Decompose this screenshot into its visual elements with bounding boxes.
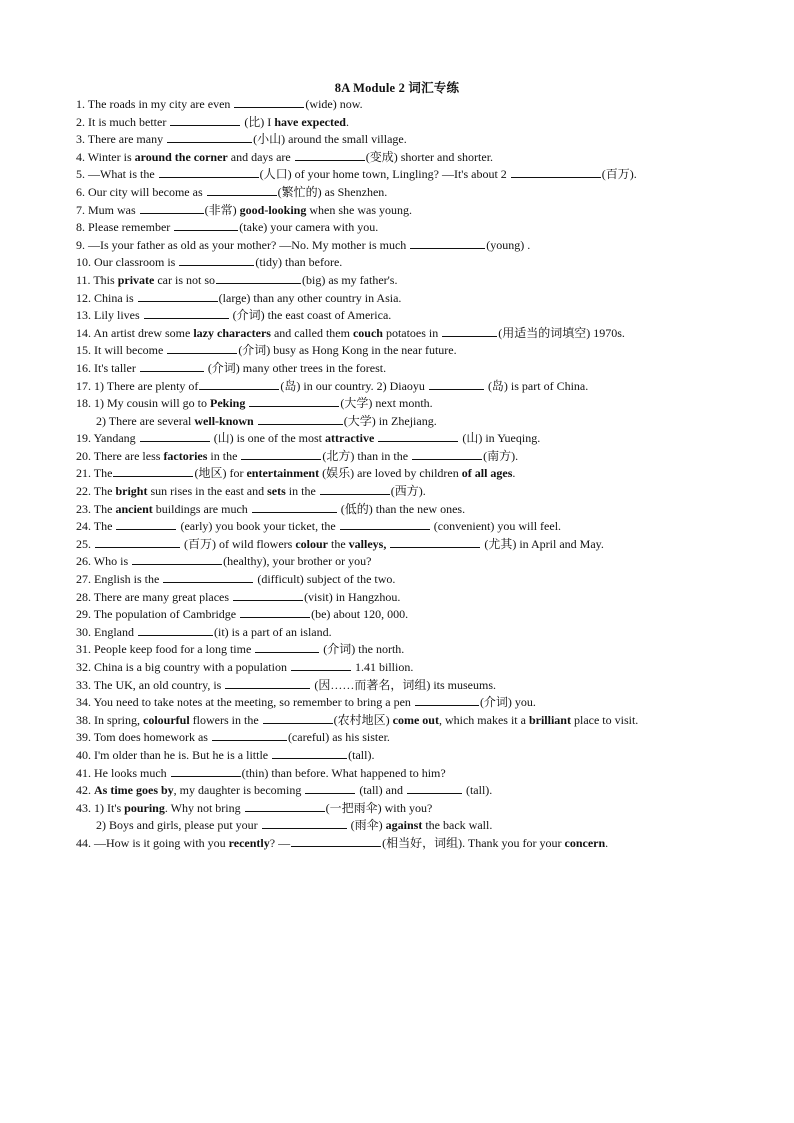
- item-text: 1.41 billion.: [351, 660, 414, 674]
- answer-blank[interactable]: [179, 253, 254, 266]
- answer-blank[interactable]: [159, 165, 259, 178]
- item-text: (山) is one of the most: [210, 431, 326, 446]
- item-text: (visit) in Hangzhou.: [304, 589, 401, 604]
- item-text: English is the: [94, 572, 163, 587]
- item-number: 32.: [76, 660, 94, 674]
- item-number: 38.: [76, 712, 94, 727]
- item-text: (百万).: [601, 167, 637, 182]
- key-phrase: Peking: [210, 396, 246, 411]
- item-number: 14.: [76, 325, 94, 340]
- exercise-item: [76, 183, 776, 201]
- item-text: People keep food for a long time: [94, 642, 255, 657]
- item-number: 17.: [76, 378, 94, 393]
- answer-blank[interactable]: [249, 394, 339, 407]
- item-number: 15.: [76, 343, 94, 358]
- item-text: (介词) the north.: [320, 642, 405, 657]
- exercise-item: [76, 552, 776, 570]
- item-number: 7.: [76, 202, 88, 217]
- item-text: He looks much: [94, 765, 170, 780]
- item-text: An artist drew some: [93, 325, 194, 340]
- item-text: (地区) for: [194, 466, 247, 481]
- key-phrase: lazy characters: [193, 325, 271, 340]
- item-text: (thin) than before. What happened to him?: [241, 765, 446, 780]
- key-phrase: sets: [267, 484, 286, 499]
- item-text: 1) There are plenty of: [94, 378, 199, 393]
- item-text: .: [345, 114, 349, 129]
- key-phrase: come out: [392, 712, 439, 727]
- item-text: when she was young.: [306, 202, 413, 217]
- item-text: (雨伞): [347, 818, 386, 833]
- answer-blank[interactable]: [234, 95, 304, 108]
- answer-blank[interactable]: [305, 781, 355, 794]
- key-phrase: attractive: [325, 431, 375, 446]
- item-text: —How is it going with you: [94, 835, 229, 850]
- exercise-item: [76, 658, 776, 676]
- item-text: car is not so: [154, 272, 215, 287]
- item-text: Our city will become as: [88, 184, 206, 199]
- item-text: buildings are much: [152, 501, 251, 516]
- item-number: 34.: [76, 695, 94, 710]
- answer-blank[interactable]: [407, 781, 462, 794]
- exercise-item: [76, 588, 776, 606]
- item-text: There are many: [87, 132, 167, 147]
- exercise-item: [76, 341, 776, 359]
- item-text: (变成) shorter and shorter.: [365, 149, 494, 164]
- item-number: 19.: [76, 431, 94, 446]
- key-phrase: entertainment: [246, 466, 320, 481]
- item-text: The: [93, 484, 116, 499]
- exercise-item: [76, 394, 776, 412]
- item-text: (early) you book your ticket, the: [177, 519, 339, 534]
- key-phrase: well-known: [194, 413, 254, 428]
- key-phrase: of all ages: [461, 466, 513, 481]
- item-text: (农村地区): [333, 712, 393, 727]
- item-text: Mum was: [88, 202, 139, 217]
- item-number: 2.: [76, 114, 88, 129]
- answer-blank[interactable]: [138, 623, 213, 636]
- item-text: The roads in my city are even: [87, 97, 234, 111]
- item-text: (小山) around the small village.: [253, 132, 407, 147]
- item-number: 21.: [76, 466, 94, 481]
- item-text: (careful) as his sister.: [287, 730, 390, 745]
- item-number: 11.: [76, 272, 94, 287]
- item-number: 40.: [76, 747, 94, 762]
- item-text: (西方).: [390, 484, 426, 499]
- item-text: 1) It's: [94, 800, 125, 815]
- item-text: (介词) many other trees in the forest.: [204, 360, 387, 375]
- exercise-item: [76, 746, 776, 764]
- item-text: Lily lives: [94, 308, 143, 323]
- item-text: 1) My cousin will go to: [94, 396, 210, 411]
- item-number: 44.: [76, 835, 94, 850]
- exercise-item: [76, 535, 776, 553]
- item-text: (difficult) subject of the two.: [254, 572, 396, 587]
- exercise-item: [76, 728, 776, 746]
- item-text: (百万) of wild flowers: [181, 536, 296, 551]
- exercise-list: [76, 95, 776, 852]
- key-phrase: brilliant: [528, 712, 571, 727]
- exercise-item: [76, 676, 776, 694]
- answer-blank[interactable]: [140, 201, 204, 214]
- item-text: 2) There are several: [96, 413, 195, 428]
- item-text: (繁忙的) as Shenzhen.: [277, 184, 388, 199]
- item-text: Our classroom is: [94, 255, 179, 270]
- item-text: (large) than any other country in Asia.: [218, 290, 402, 305]
- item-number: 5.: [76, 167, 88, 182]
- answer-blank[interactable]: [295, 148, 365, 161]
- item-number: 43.: [76, 800, 94, 815]
- item-text: (因……而著名，词组) its museums.: [311, 677, 496, 692]
- item-number: 39.: [76, 730, 94, 745]
- item-number: 10.: [76, 255, 94, 270]
- item-text: China is a big country with a population: [94, 660, 290, 674]
- exercise-item: [76, 500, 776, 518]
- item-text: (岛) is part of China.: [484, 378, 589, 393]
- key-phrase: against: [385, 818, 423, 833]
- answer-blank[interactable]: [410, 236, 485, 249]
- item-text: The: [93, 519, 116, 534]
- answer-blank[interactable]: [199, 377, 279, 390]
- item-text: in the: [207, 448, 241, 463]
- exercise-item: [76, 640, 776, 658]
- item-text: In spring,: [94, 712, 143, 727]
- item-text: (非常): [204, 202, 240, 217]
- worksheet-title: 8A Module 2 词汇专练: [334, 81, 460, 95]
- item-number: 16.: [76, 360, 94, 375]
- key-phrase: valleys,: [348, 536, 387, 551]
- item-text: (tall) and: [356, 783, 406, 798]
- item-text: (尤其) in April and May.: [481, 536, 604, 551]
- answer-blank[interactable]: [258, 412, 343, 425]
- item-text: , which makes it a: [438, 712, 529, 727]
- exercise-item: [76, 236, 776, 254]
- item-number: 1.: [76, 97, 88, 111]
- item-text: The: [93, 501, 116, 516]
- item-text: (convenient) you will feel.: [430, 519, 562, 534]
- item-text: [386, 537, 389, 551]
- item-text: (take) your camera with you.: [239, 220, 379, 235]
- item-text: (大学) in Zhejiang.: [343, 413, 437, 428]
- item-number: 25.: [76, 536, 94, 551]
- item-number: 13.: [76, 308, 94, 323]
- answer-blank[interactable]: [95, 535, 180, 548]
- item-text: , my daughter is becoming: [173, 783, 305, 798]
- item-text: the back wall.: [422, 818, 493, 833]
- item-text: —Is your father as old as your mother? —No. My mother is much: [88, 237, 410, 252]
- item-text: Tom does homework as: [93, 730, 211, 745]
- exercise-item: [76, 517, 776, 535]
- answer-blank[interactable]: [241, 447, 321, 460]
- exercise-item: [76, 570, 776, 588]
- exercise-item: [76, 113, 776, 131]
- exercise-item: [76, 201, 776, 219]
- item-number: 24.: [76, 519, 94, 534]
- answer-blank[interactable]: [390, 535, 480, 548]
- item-text: [374, 431, 377, 445]
- item-number: 9.: [76, 237, 88, 252]
- item-text: (tall).: [462, 783, 493, 798]
- answer-blank[interactable]: [240, 605, 310, 618]
- item-number: 29.: [76, 607, 94, 622]
- answer-blank[interactable]: [140, 429, 210, 442]
- exercise-item: [76, 218, 776, 236]
- item-text: —What is the: [88, 167, 158, 182]
- exercise-item: [76, 429, 776, 447]
- exercise-item: [76, 148, 776, 166]
- item-text: The: [93, 466, 113, 481]
- exercise-item: [76, 412, 776, 430]
- item-text: It is much better: [88, 114, 170, 129]
- item-text: Yandang: [93, 431, 139, 446]
- answer-blank[interactable]: [378, 429, 458, 442]
- item-text: (用适当的词填空) 1970s.: [498, 325, 625, 340]
- item-text: Winter is: [87, 149, 135, 164]
- exercise-item: [76, 95, 776, 113]
- answer-blank[interactable]: [207, 183, 277, 196]
- item-text: 2) Boys and girls, please put your: [96, 818, 261, 833]
- key-phrase: factories: [163, 448, 208, 463]
- answer-blank[interactable]: [212, 728, 287, 741]
- item-number: 6.: [76, 184, 88, 199]
- item-text: (南方).: [483, 448, 519, 463]
- key-phrase: private: [117, 272, 155, 287]
- answer-blank[interactable]: [320, 482, 390, 495]
- item-text: [254, 414, 257, 428]
- answer-blank[interactable]: [116, 517, 176, 530]
- exercise-item: [76, 764, 776, 782]
- item-text: potatoes in: [382, 325, 442, 340]
- answer-blank[interactable]: [144, 306, 229, 319]
- answer-blank[interactable]: [163, 570, 253, 583]
- key-phrase: concern: [564, 835, 606, 850]
- item-text: (介词) you.: [479, 695, 536, 710]
- item-number: 4.: [76, 149, 88, 164]
- answer-blank[interactable]: [216, 271, 301, 284]
- item-number: 42.: [76, 783, 94, 798]
- answer-blank[interactable]: [291, 834, 381, 847]
- exercise-item: [76, 816, 776, 834]
- item-text: Who is: [93, 554, 132, 569]
- item-text: in the: [285, 484, 319, 499]
- item-number: 12.: [76, 290, 94, 305]
- exercise-item: [76, 271, 776, 289]
- answer-blank[interactable]: [272, 746, 347, 759]
- item-number: 20.: [76, 448, 94, 463]
- answer-blank[interactable]: [167, 130, 252, 143]
- item-number: 30.: [76, 624, 94, 639]
- item-text: (北方) than in the: [322, 448, 412, 463]
- item-text: (young): [486, 237, 525, 252]
- exercise-item: [76, 359, 776, 377]
- exercise-item: [76, 623, 776, 641]
- answer-blank[interactable]: [132, 552, 222, 565]
- key-phrase: ancient: [115, 501, 153, 516]
- item-text: (娱乐) are loved by children: [319, 466, 462, 481]
- item-text: (big) as my father's.: [302, 272, 398, 287]
- answer-blank[interactable]: [225, 676, 310, 689]
- exercise-item: [76, 482, 776, 500]
- answer-blank[interactable]: [412, 447, 482, 460]
- answer-blank[interactable]: [245, 799, 325, 812]
- answer-blank[interactable]: [340, 517, 430, 530]
- answer-blank[interactable]: [442, 324, 497, 337]
- item-text: The population of Cambridge: [93, 607, 240, 622]
- answer-blank[interactable]: [140, 359, 204, 372]
- item-number: 26.: [76, 554, 94, 569]
- item-text: .: [524, 237, 531, 252]
- item-text: (岛) in our country. 2) Diaoyu: [280, 378, 428, 393]
- item-text: (人口) of your home town, Lingling? —It's about 2: [259, 167, 510, 182]
- item-number: 27.: [76, 572, 94, 587]
- exercise-item: [76, 464, 776, 482]
- item-text: (山) in Yueqing.: [459, 431, 541, 446]
- item-text: [245, 396, 248, 410]
- exercise-item: [76, 834, 776, 852]
- item-number: 22.: [76, 484, 94, 499]
- item-text: I'm older than he is. But he is a little: [94, 747, 272, 762]
- answer-blank[interactable]: [170, 113, 240, 126]
- item-text: There are less: [93, 448, 164, 463]
- key-phrase: couch: [352, 325, 383, 340]
- item-number: 3.: [76, 132, 88, 147]
- answer-blank[interactable]: [263, 711, 333, 724]
- key-phrase: have expected: [274, 114, 346, 129]
- item-text: .: [605, 835, 609, 850]
- item-text: and called them: [270, 325, 353, 340]
- answer-blank[interactable]: [167, 341, 237, 354]
- item-text: (wide) now.: [305, 97, 363, 111]
- item-text: flowers in the: [189, 712, 262, 727]
- item-text: the: [327, 536, 349, 551]
- key-phrase: bright: [115, 484, 148, 499]
- item-number: 18.: [76, 396, 94, 411]
- exercise-item: [76, 165, 776, 183]
- exercise-item: [76, 711, 776, 729]
- item-number: 41.: [76, 765, 94, 780]
- item-text: You need to take notes at the meeting, so remember to bring a pen: [93, 695, 414, 710]
- exercise-item: [76, 253, 776, 271]
- exercise-item: [76, 447, 776, 465]
- answer-blank[interactable]: [171, 764, 241, 777]
- exercise-item: [76, 130, 776, 148]
- item-text: and days are: [227, 149, 294, 164]
- item-text: It will become: [94, 343, 167, 358]
- item-text: (healthy), your brother or you?: [223, 554, 372, 569]
- exercise-item: [76, 693, 776, 711]
- item-text: This: [93, 272, 118, 287]
- item-number: 33.: [76, 677, 94, 692]
- key-phrase: around the corner: [134, 149, 228, 164]
- exercise-item: [76, 799, 776, 817]
- answer-blank[interactable]: [138, 289, 218, 302]
- key-phrase: good-looking: [239, 202, 307, 217]
- answer-blank[interactable]: [252, 500, 337, 513]
- item-text: .: [512, 466, 516, 481]
- item-text: China is: [94, 290, 137, 305]
- exercise-item: [76, 781, 776, 799]
- item-text: (相当好，词组). Thank you for your: [382, 835, 565, 850]
- answer-blank[interactable]: [415, 693, 479, 706]
- item-text: place to visit.: [570, 712, 639, 727]
- item-text: (tall).: [348, 747, 375, 762]
- item-text: (tidy) than before.: [255, 255, 343, 270]
- item-number: 28.: [76, 589, 94, 604]
- item-text: The UK, an old country, is: [93, 677, 225, 692]
- exercise-item: [76, 289, 776, 307]
- answer-blank[interactable]: [262, 816, 347, 829]
- item-text: (大学) next month.: [340, 396, 433, 411]
- item-text: sun rises in the east and: [147, 484, 268, 499]
- item-text: It's taller: [94, 360, 139, 375]
- item-number: 8.: [76, 220, 88, 235]
- item-text: There are many great places: [93, 589, 233, 604]
- exercise-item: [76, 377, 776, 395]
- answer-blank[interactable]: [233, 588, 303, 601]
- answer-blank[interactable]: [511, 165, 601, 178]
- item-text: England: [94, 624, 137, 639]
- item-text: (be) about 120, 000.: [311, 607, 409, 622]
- item-text: (低的) than the new ones.: [337, 501, 466, 516]
- exercise-item: [76, 605, 776, 623]
- item-text: (比) I: [241, 114, 275, 129]
- item-number: 31.: [76, 642, 94, 657]
- item-text: ? —: [269, 835, 291, 850]
- item-number: 23.: [76, 501, 94, 516]
- answer-blank[interactable]: [255, 640, 319, 653]
- item-text: (介词) the east coast of America.: [229, 308, 392, 323]
- item-text: (一把雨伞) with you?: [325, 800, 433, 815]
- key-phrase: As time goes by: [94, 783, 174, 798]
- item-text: (介词) busy as Hong Kong in the near future.: [238, 343, 457, 358]
- key-phrase: colourful: [143, 712, 190, 727]
- answer-blank[interactable]: [291, 658, 351, 671]
- key-phrase: recently: [228, 835, 270, 850]
- answer-blank[interactable]: [174, 218, 238, 231]
- answer-blank[interactable]: [113, 464, 193, 477]
- exercise-item: [76, 306, 776, 324]
- key-phrase: colour: [295, 536, 328, 551]
- item-text: Please remember: [88, 220, 174, 235]
- item-text: . Why not bring: [164, 800, 244, 815]
- exercise-item: [76, 324, 776, 342]
- key-phrase: pouring: [124, 800, 165, 815]
- answer-blank[interactable]: [429, 377, 484, 390]
- item-text: (it) is a part of an island.: [214, 624, 332, 639]
